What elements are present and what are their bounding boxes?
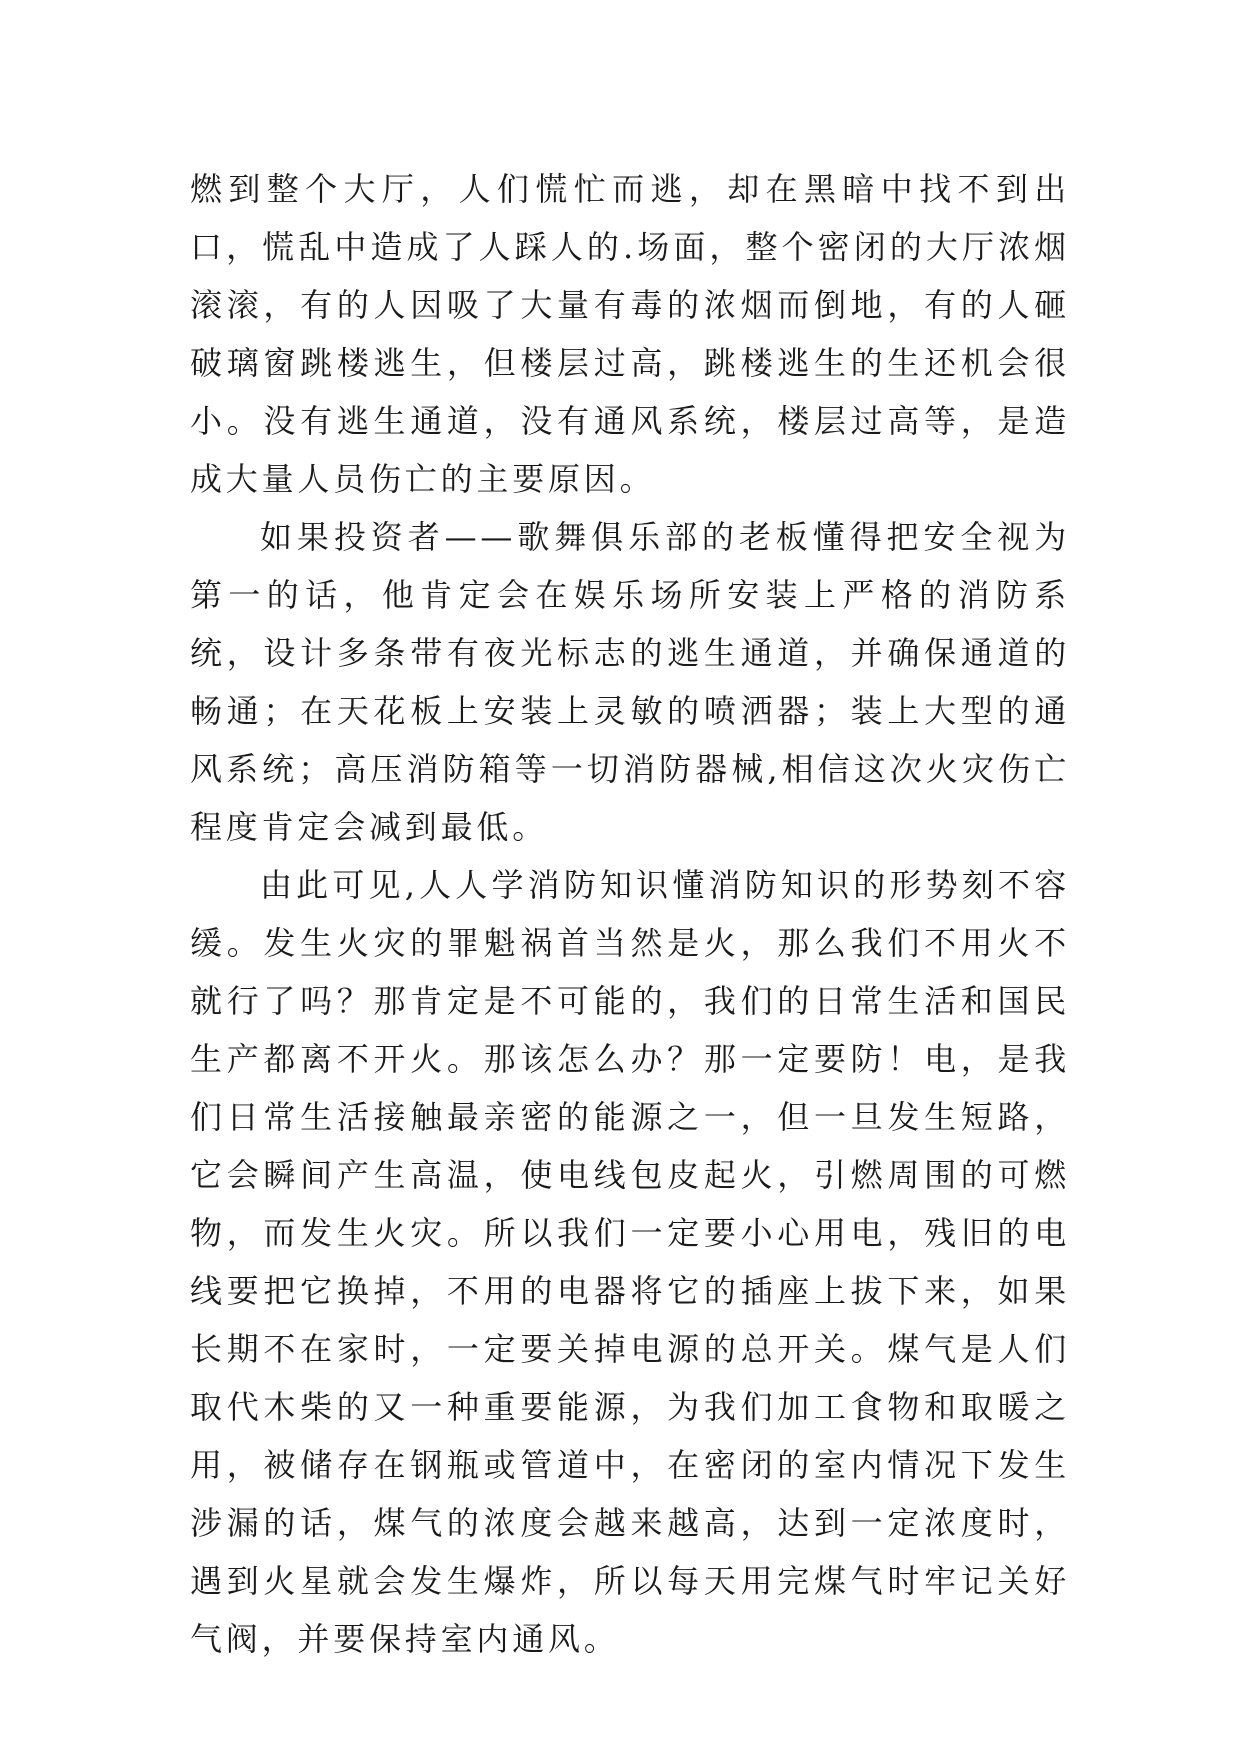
paragraph-fire-prevention: 由此可见,人人学消防知识懂消防知识的形势刻不容缓。发生火灾的罪魁祸首当然是火，那么我们不用火不就行了吗？那肯定是不可能的，我们的日常生活和国民生产都离不开火。那该怎么办？那一定要防！电，是我们日常生活接触最亲密的能源之一，但一旦发生短路，它会瞬间产生高温，使电线包皮起火，引燃周围的可燃物，而发生火灾。所以我们一定要小心用电，残旧的电线要把它换掉，不用的电器将它的插座上拔下来，如果长期不在家时，一定要关掉电源的总开关。煤气是人们取代木柴的又一种重要能源，为我们加工食物和取暖之用，被储存在钢瓶或管道中，在密闭的室内情况下发生涉漏的话，煤气的浓度会越来越高，达到一定浓度时，遇到火星就会发生爆炸，所以每天用完煤气时牢记关好气阀，并要保持室内通风。 [190,866,1070,1658]
paragraph-fire-scene: 燃到整个大厅，人们慌忙而逃，却在黑暗中找不到出口，慌乱中造成了人踩人的.场面，整个密闭的大厅浓烟滚滚，有的人因吸了大量有毒的浓烟而倒地，有的人砸破璃窗跳楼逃生，但楼层过高，跳楼逃生的生还机会很小。没有逃生通道，没有通风系统，楼层过高等，是造成大量人员伤亡的主要原因。 [190,170,1070,498]
paragraph-investor-safety: 如果投资者——歌舞俱乐部的老板懂得把安全视为第一的话，他肯定会在娱乐场所安装上严格的消防系统，设计多条带有夜光标志的逃生通道，并确保通道的畅通；在天花板上安装上灵敏的喷洒器；装上大型的通风系统；高压消防箱等一切消防器械,相信这次火灾伤亡程度肯定会减到最低。 [190,518,1070,846]
document-page [190,160,1070,1668]
